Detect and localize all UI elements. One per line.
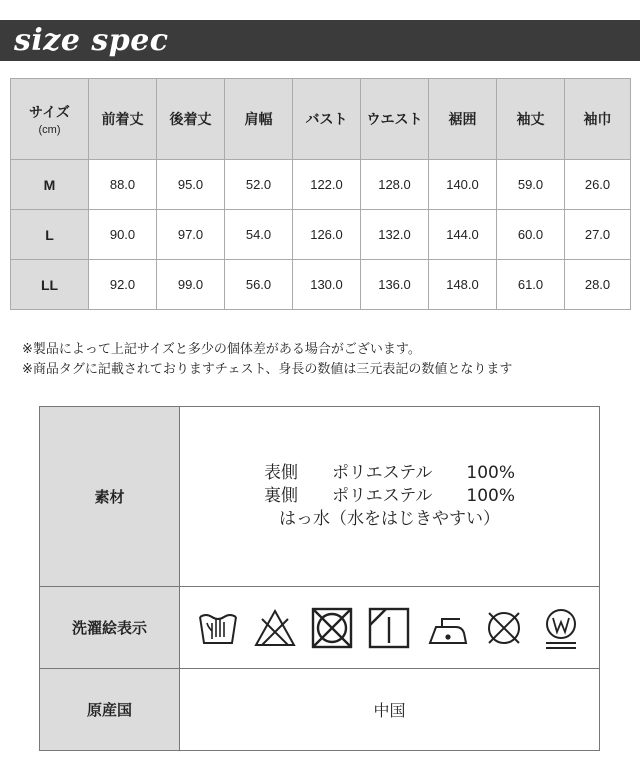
table-cell: 61.0 bbox=[497, 260, 565, 310]
header-back-length: 後着丈 bbox=[157, 79, 225, 160]
material-line: はっ水（水をはじきやすい） bbox=[279, 509, 500, 529]
note-line: ※製品によって上記サイズと多少の個体差がある場合がございます。 bbox=[22, 342, 421, 357]
table-cell: 130.0 bbox=[293, 260, 361, 310]
table-cell: 88.0 bbox=[89, 160, 157, 210]
table-cell: 148.0 bbox=[429, 260, 497, 310]
row-size-label: LL bbox=[11, 260, 89, 310]
table-cell: 122.0 bbox=[293, 160, 361, 210]
header-size: サイズ (cm) bbox=[11, 79, 89, 160]
table-cell: 27.0 bbox=[565, 210, 631, 260]
material-value bbox=[180, 407, 600, 587]
care-label: 洗濯絵表示 bbox=[40, 587, 180, 669]
table-cell: 126.0 bbox=[293, 210, 361, 260]
table-cell: 95.0 bbox=[157, 160, 225, 210]
origin-row bbox=[40, 669, 600, 751]
header-waist: ウエスト bbox=[361, 79, 429, 160]
hand-wash-icon bbox=[195, 605, 241, 651]
table-cell: 54.0 bbox=[225, 210, 293, 260]
table-row bbox=[11, 210, 631, 260]
drip-dry-shade-icon bbox=[366, 605, 412, 651]
header-front-length: 前着丈 bbox=[89, 79, 157, 160]
iron-low-icon bbox=[424, 605, 470, 651]
header-sleeve-width: 袖巾 bbox=[565, 79, 631, 160]
table-cell: 99.0 bbox=[157, 260, 225, 310]
header-hem: 裾囲 bbox=[429, 79, 497, 160]
header-bust: バスト bbox=[293, 79, 361, 160]
table-cell: 92.0 bbox=[89, 260, 157, 310]
table-cell: 59.0 bbox=[497, 160, 565, 210]
table-row bbox=[11, 160, 631, 210]
table-cell: 26.0 bbox=[565, 160, 631, 210]
table-cell: 52.0 bbox=[225, 160, 293, 210]
table-cell: 28.0 bbox=[565, 260, 631, 310]
header-shoulder-width: 肩幅 bbox=[225, 79, 293, 160]
table-cell: 56.0 bbox=[225, 260, 293, 310]
product-info-table bbox=[39, 406, 600, 751]
table-cell: 60.0 bbox=[497, 210, 565, 260]
care-symbols bbox=[180, 587, 600, 669]
material-line: 裏側 ポリエステル 100% bbox=[263, 486, 516, 506]
origin-label: 原産国 bbox=[40, 669, 180, 751]
size-spec-table bbox=[10, 78, 631, 310]
wet-clean-icon bbox=[538, 605, 584, 651]
material-row bbox=[40, 407, 600, 587]
banner-title: size spec bbox=[14, 23, 169, 58]
material-label: 素材 bbox=[40, 407, 180, 587]
row-size-label: L bbox=[11, 210, 89, 260]
size-table-header-row bbox=[11, 79, 631, 160]
material-line: 表側 ポリエステル 100% bbox=[263, 463, 516, 483]
row-size-label: M bbox=[11, 160, 89, 210]
no-tumble-dry-icon bbox=[309, 605, 355, 651]
table-cell: 97.0 bbox=[157, 210, 225, 260]
unit-label: (cm) bbox=[38, 124, 61, 136]
table-row bbox=[11, 260, 631, 310]
banner bbox=[0, 20, 640, 61]
origin-value: 中国 bbox=[180, 669, 600, 751]
no-bleach-icon bbox=[252, 605, 298, 651]
table-cell: 132.0 bbox=[361, 210, 429, 260]
table-cell: 90.0 bbox=[89, 210, 157, 260]
header-sleeve-length: 袖丈 bbox=[497, 79, 565, 160]
table-cell: 128.0 bbox=[361, 160, 429, 210]
table-cell: 144.0 bbox=[429, 210, 497, 260]
care-row bbox=[40, 587, 600, 669]
table-cell: 140.0 bbox=[429, 160, 497, 210]
table-cell: 136.0 bbox=[361, 260, 429, 310]
note-line: ※商品タグに記載されておりますチェスト、身長の数値は三元表記の数値となります bbox=[22, 362, 513, 377]
notes bbox=[22, 340, 512, 380]
no-dry-clean-icon bbox=[481, 605, 527, 651]
